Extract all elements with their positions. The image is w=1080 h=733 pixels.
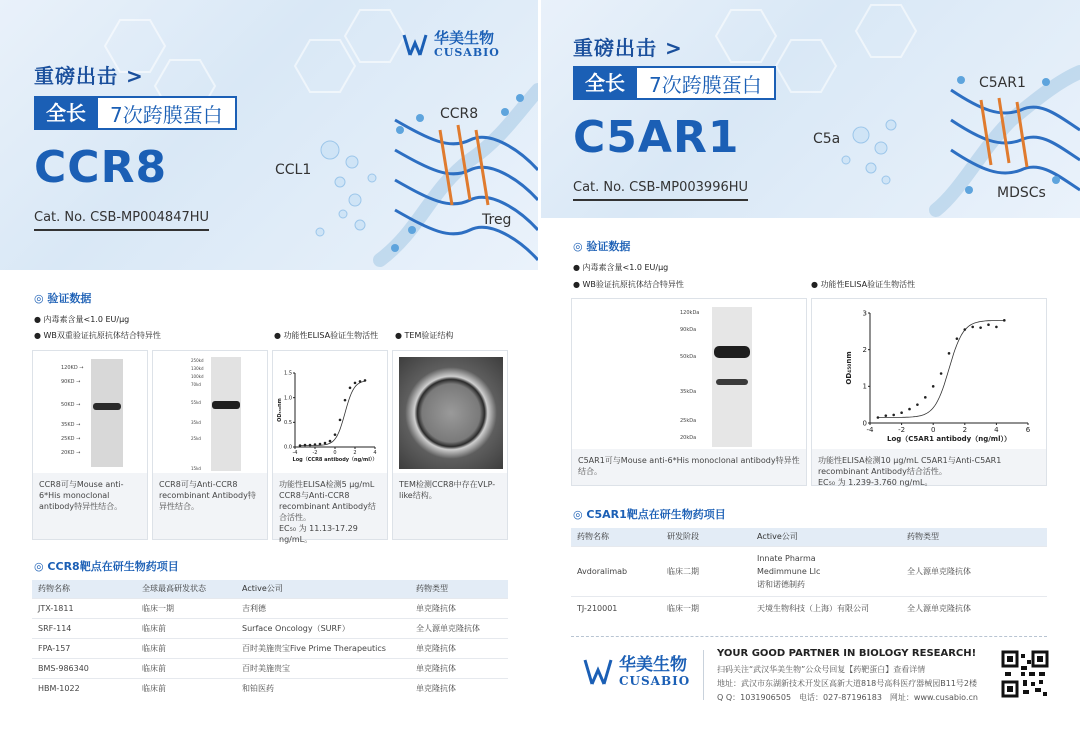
cell: 百时美施贵宝 xyxy=(236,658,410,678)
tag-full-length: 全长 xyxy=(573,66,637,100)
cusabio-logo xyxy=(400,30,500,59)
data-point xyxy=(924,396,927,399)
headline: 重磅出击 > xyxy=(34,64,144,88)
fit-curve xyxy=(878,320,1004,417)
data-point xyxy=(932,385,935,388)
elisa-bullet: ● 功能性ELISA验证生物活性 xyxy=(811,280,916,289)
data-point xyxy=(948,352,951,355)
c5ar1-pipeline-table xyxy=(571,528,1047,620)
data-point xyxy=(324,442,327,445)
elisa-bullet: ● 功能性ELISA验证生物活性 xyxy=(274,331,379,340)
cell: 临床前 xyxy=(136,618,236,638)
wb2-marker: 25kd xyxy=(191,436,201,441)
wb-marker: 120kDa xyxy=(680,310,700,316)
table-row xyxy=(32,658,508,678)
col-header: Active公司 xyxy=(751,528,901,546)
hero-label-cell: Treg xyxy=(482,212,512,228)
table-title: ◎ CCR8靶点在研生物药项目 xyxy=(34,560,179,573)
wb1-marker: 50KD → xyxy=(61,401,81,408)
y-tick-label: 0.5 xyxy=(284,420,292,426)
wb-marker: 50kDa xyxy=(680,354,697,360)
cell: 单克隆抗体 xyxy=(410,678,508,698)
col-header: 药物类型 xyxy=(410,580,508,598)
x-tick-label: -4 xyxy=(866,426,874,434)
col-header: Active公司 xyxy=(236,580,410,598)
cusabio-logo-footer xyxy=(581,656,690,688)
table-header-row xyxy=(571,528,1047,546)
wb2-marker: 35kd xyxy=(191,420,201,425)
table-row xyxy=(32,638,508,658)
wb1-marker-list xyxy=(61,361,83,461)
cell: 吉利德 xyxy=(236,598,410,618)
table-row xyxy=(571,596,1047,620)
elisa-caption-line2: EC₅₀ 为 1.239-3.760 ng/mL。 xyxy=(818,478,933,487)
footer-vertical-divider xyxy=(703,650,704,700)
y-tick-label: 3 xyxy=(862,309,867,318)
footer-divider xyxy=(571,636,1047,637)
col-header: 研发阶段 xyxy=(661,528,751,546)
x-tick-label: -2 xyxy=(312,450,318,456)
data-point xyxy=(885,414,888,417)
company: Innate Pharma xyxy=(757,553,816,563)
wb2-marker: 15kd xyxy=(191,466,201,471)
footer-line1: 扫码关注“武汉华美生物”公众号回复【药靶蛋白】查看详情 xyxy=(717,665,926,674)
wb-marker: 35kDa xyxy=(680,389,697,395)
cell: 单克隆抗体 xyxy=(410,658,508,678)
data-point xyxy=(304,444,307,447)
tem-card-caption: TEM检测CCR8中存在VLP-like结构。 xyxy=(393,473,507,539)
tag-7tm: 7次跨膜蛋白 xyxy=(637,66,776,100)
x-tick-label: -2 xyxy=(898,426,906,434)
wb-band xyxy=(212,401,240,409)
hero-label-cell: MDSCs xyxy=(997,185,1046,201)
wb-band-minor xyxy=(716,379,748,385)
ccr8-flyer xyxy=(0,0,538,733)
tag-row xyxy=(34,96,237,130)
tag-full-length: 全长 xyxy=(34,96,98,130)
wb-blot xyxy=(572,299,808,451)
data-point xyxy=(995,326,998,329)
tem-card xyxy=(392,350,508,540)
c5ar1-flyer xyxy=(541,0,1080,733)
table-row xyxy=(32,598,508,618)
wb-bullet: ● WB验证抗原抗体结合特异性 xyxy=(573,280,684,289)
cell: FPA-157 xyxy=(32,638,136,658)
cell: 临床一期 xyxy=(136,598,236,618)
data-point xyxy=(979,326,982,329)
cell-companies xyxy=(751,546,901,596)
footer-address: 地址：武汉市东湖新技术开发区高新大道818号高科医疗器械园B11号2楼 xyxy=(717,679,978,688)
cell: 和铂医药 xyxy=(236,678,410,698)
elisa-card xyxy=(811,298,1047,486)
cell: 全人源单克隆抗体 xyxy=(410,618,508,638)
ccr8-pipeline-table xyxy=(32,580,508,698)
logo-en: CUSABIO xyxy=(434,46,500,59)
cell: 全人源单克隆抗体 xyxy=(901,596,1047,620)
tag-row xyxy=(573,66,776,100)
cell: HBM-1022 xyxy=(32,678,136,698)
wb-band xyxy=(93,403,121,410)
wb2-marker: 55kd xyxy=(191,400,201,405)
cell: TJ-210001 xyxy=(571,596,661,620)
table-row xyxy=(571,546,1047,596)
cell: Surface Oncology（SURF） xyxy=(236,618,410,638)
wb-marker: 25kDa xyxy=(680,418,697,424)
y-tick-label: 1.5 xyxy=(284,370,292,377)
elisa-caption-line2: EC₅₀ 为 11.13-17.29 ng/mL。 xyxy=(279,524,358,544)
wb2-marker: 100kd xyxy=(191,374,204,379)
wb-card-caption: C5AR1可与Mouse anti-6*His monoclonal antibody特异性结合。 xyxy=(572,449,806,485)
data-point xyxy=(334,433,337,436)
data-point xyxy=(329,440,332,443)
col-header: 药物名称 xyxy=(32,580,136,598)
cell: BMS-986340 xyxy=(32,658,136,678)
table-row xyxy=(32,678,508,698)
footer-contact: Q Q：1031906505 电话：027-87196183 网址：www.cusabio.cn xyxy=(717,693,978,702)
wb2-marker: 70kd xyxy=(191,382,201,387)
table-header-row xyxy=(32,580,508,598)
hero-label-receptor: C5AR1 xyxy=(979,75,1026,91)
catalog-number: Cat. No. CSB-MP004847HU xyxy=(34,210,209,231)
catalog-number: Cat. No. CSB-MP003996HU xyxy=(573,180,748,201)
data-point xyxy=(349,387,352,390)
table-row xyxy=(32,618,508,638)
cell: JTX-1811 xyxy=(32,598,136,618)
company: Medimmune Llc xyxy=(757,566,821,576)
wb2-marker: 250kd xyxy=(191,358,204,363)
data-point xyxy=(309,444,312,447)
data-point xyxy=(877,416,880,419)
endotoxin-bullet: ● 内毒素含量<1.0 EU/μg xyxy=(34,315,130,324)
data-point xyxy=(964,328,967,331)
x-tick-label: 4 xyxy=(994,426,999,434)
cell: 单克隆抗体 xyxy=(410,598,508,618)
data-point xyxy=(339,419,342,422)
logo-cn: 华美生物 xyxy=(619,655,687,675)
x-tick-label: 6 xyxy=(1025,426,1031,434)
footer-slogan: YOUR GOOD PARTNER IN BIOLOGY RESEARCH! xyxy=(717,648,977,659)
tem-image xyxy=(399,357,503,469)
cusabio-logo-icon xyxy=(400,31,430,59)
wb-lane xyxy=(91,359,123,467)
wb-marker: 20kDa xyxy=(680,435,697,441)
wb2-marker: 130kd xyxy=(191,366,204,371)
protein-name: CCR8 xyxy=(34,142,168,193)
wb1-marker: 90KD → xyxy=(61,379,81,386)
cell: 单克隆抗体 xyxy=(410,638,508,658)
wb-card-2 xyxy=(152,350,268,540)
cell: 临床前 xyxy=(136,678,236,698)
x-axis-label: Log（CCR8 antibody（ng/ml）） xyxy=(292,457,378,463)
qr-code-icon[interactable] xyxy=(1001,650,1049,698)
wb2-marker-list xyxy=(191,357,204,473)
elisa-card xyxy=(272,350,388,544)
elisa-caption-line1: 功能性ELISA检测10 μg/mL C5AR1与Anti-C5AR1 recombinant Antibody结合活性。 xyxy=(818,456,1002,476)
wb-card xyxy=(571,298,807,486)
x-tick-label: -4 xyxy=(292,450,298,456)
endotoxin-bullet: ● 内毒素含量<1.0 EU/μg xyxy=(573,263,669,272)
col-header: 药物名称 xyxy=(571,528,661,546)
data-point xyxy=(940,372,943,375)
elisa-card-caption xyxy=(812,449,1046,485)
wb1-marker: 20KD → xyxy=(61,450,81,457)
cell: 临床前 xyxy=(136,658,236,678)
elisa-card-caption xyxy=(273,473,387,544)
cell: 临床一期 xyxy=(661,596,751,620)
cell: 天境生物科技（上海）有限公司 xyxy=(751,596,901,620)
wb-marker-list xyxy=(680,309,699,442)
wb-card-2-caption: CCR8可与Anti-CCR8 recombinant Antibody特异性结合。 xyxy=(153,473,267,539)
data-point xyxy=(319,443,322,446)
hero-label-ligand: CCL1 xyxy=(275,162,312,178)
c5ar1-elisa-chart xyxy=(812,299,1048,451)
wb1-marker: 35KD → xyxy=(61,421,81,428)
data-point xyxy=(354,382,357,385)
tem-bullet: ● TEM验证结构 xyxy=(395,331,454,340)
y-tick-label: 1 xyxy=(862,382,867,391)
cell: 百时美施贵宝Five Prime Therapeutics xyxy=(236,638,410,658)
cell: 临床二期 xyxy=(661,546,751,596)
x-tick-label: 2 xyxy=(353,450,357,456)
data-point xyxy=(359,380,362,383)
logo-en: CUSABIO xyxy=(619,674,691,688)
x-tick-label: 0 xyxy=(930,426,936,434)
y-tick-label: 1.0 xyxy=(284,395,292,402)
data-point xyxy=(364,379,367,382)
data-point xyxy=(344,399,347,402)
y-tick-label: 0.0 xyxy=(284,444,292,451)
wb-band-major xyxy=(714,346,750,358)
data-point xyxy=(987,323,990,326)
ccr8-hero-banner xyxy=(0,0,538,270)
data-point xyxy=(956,337,959,340)
section-title-validation: ◎ 验证数据 xyxy=(573,240,631,253)
data-point xyxy=(908,408,911,411)
logo-cn: 华美生物 xyxy=(434,29,495,47)
x-tick-label: 4 xyxy=(373,450,377,456)
wb-lane xyxy=(712,307,752,447)
company: 诺和诺德制药 xyxy=(757,579,805,589)
section-title-validation: ◎ 验证数据 xyxy=(34,292,92,305)
x-tick-label: 0 xyxy=(333,450,337,456)
wb1-marker: 25KD → xyxy=(61,436,81,443)
cell: 临床前 xyxy=(136,638,236,658)
y-tick-label: 2 xyxy=(862,346,867,354)
data-point xyxy=(1003,319,1006,322)
ccr8-elisa-chart xyxy=(273,351,389,475)
wb-card-1 xyxy=(32,350,148,540)
cusabio-logo-icon xyxy=(581,656,615,688)
x-axis-label: Log（C5AR1 antibody（ng/ml）） xyxy=(887,435,1011,443)
wb-marker: 90kDa xyxy=(680,327,697,333)
protein-name: C5AR1 xyxy=(573,112,740,163)
tag-7tm: 7次跨膜蛋白 xyxy=(98,96,237,130)
data-point xyxy=(916,403,919,406)
x-tick-label: 2 xyxy=(962,426,968,434)
wb1-marker: 120KD → xyxy=(61,365,84,371)
data-point xyxy=(892,414,895,417)
wb-card-1-caption: CCR8可与Mouse anti-6*His monoclonal antibody特异性结合。 xyxy=(33,473,147,539)
headline: 重磅出击 > xyxy=(573,36,683,60)
table-title: ◎ C5AR1靶点在研生物药项目 xyxy=(573,508,726,521)
elisa-caption-line1: 功能性ELISA检测5 μg/mL CCR8与Anti-CCR8 recombinant Antibody结合活性。 xyxy=(279,480,376,522)
col-header: 全球最高研发状态 xyxy=(136,580,236,598)
y-tick-label: 0 xyxy=(862,419,867,428)
y-axis-label: OD₄₅₀nm xyxy=(277,398,283,422)
fit-curve xyxy=(300,381,365,445)
cell: SRF-114 xyxy=(32,618,136,638)
cell: Avdoralimab xyxy=(571,546,661,596)
data-point xyxy=(971,326,974,329)
cell: 全人源单克隆抗体 xyxy=(901,546,1047,596)
col-header: 药物类型 xyxy=(901,528,1047,546)
hero-label-receptor: CCR8 xyxy=(440,106,479,122)
wb-lane xyxy=(211,357,241,471)
wb-bullet: ● WB双重验证抗原抗体结合特异性 xyxy=(34,331,161,340)
hero-label-ligand: C5a xyxy=(813,131,841,147)
data-point xyxy=(299,444,302,447)
wb-blot-1 xyxy=(33,351,149,475)
data-point xyxy=(314,443,317,446)
c5ar1-hero-banner xyxy=(541,0,1080,218)
y-axis-label: OD₄₅₀nm xyxy=(845,351,854,385)
wb-blot-2 xyxy=(153,351,269,475)
data-point xyxy=(900,411,903,414)
